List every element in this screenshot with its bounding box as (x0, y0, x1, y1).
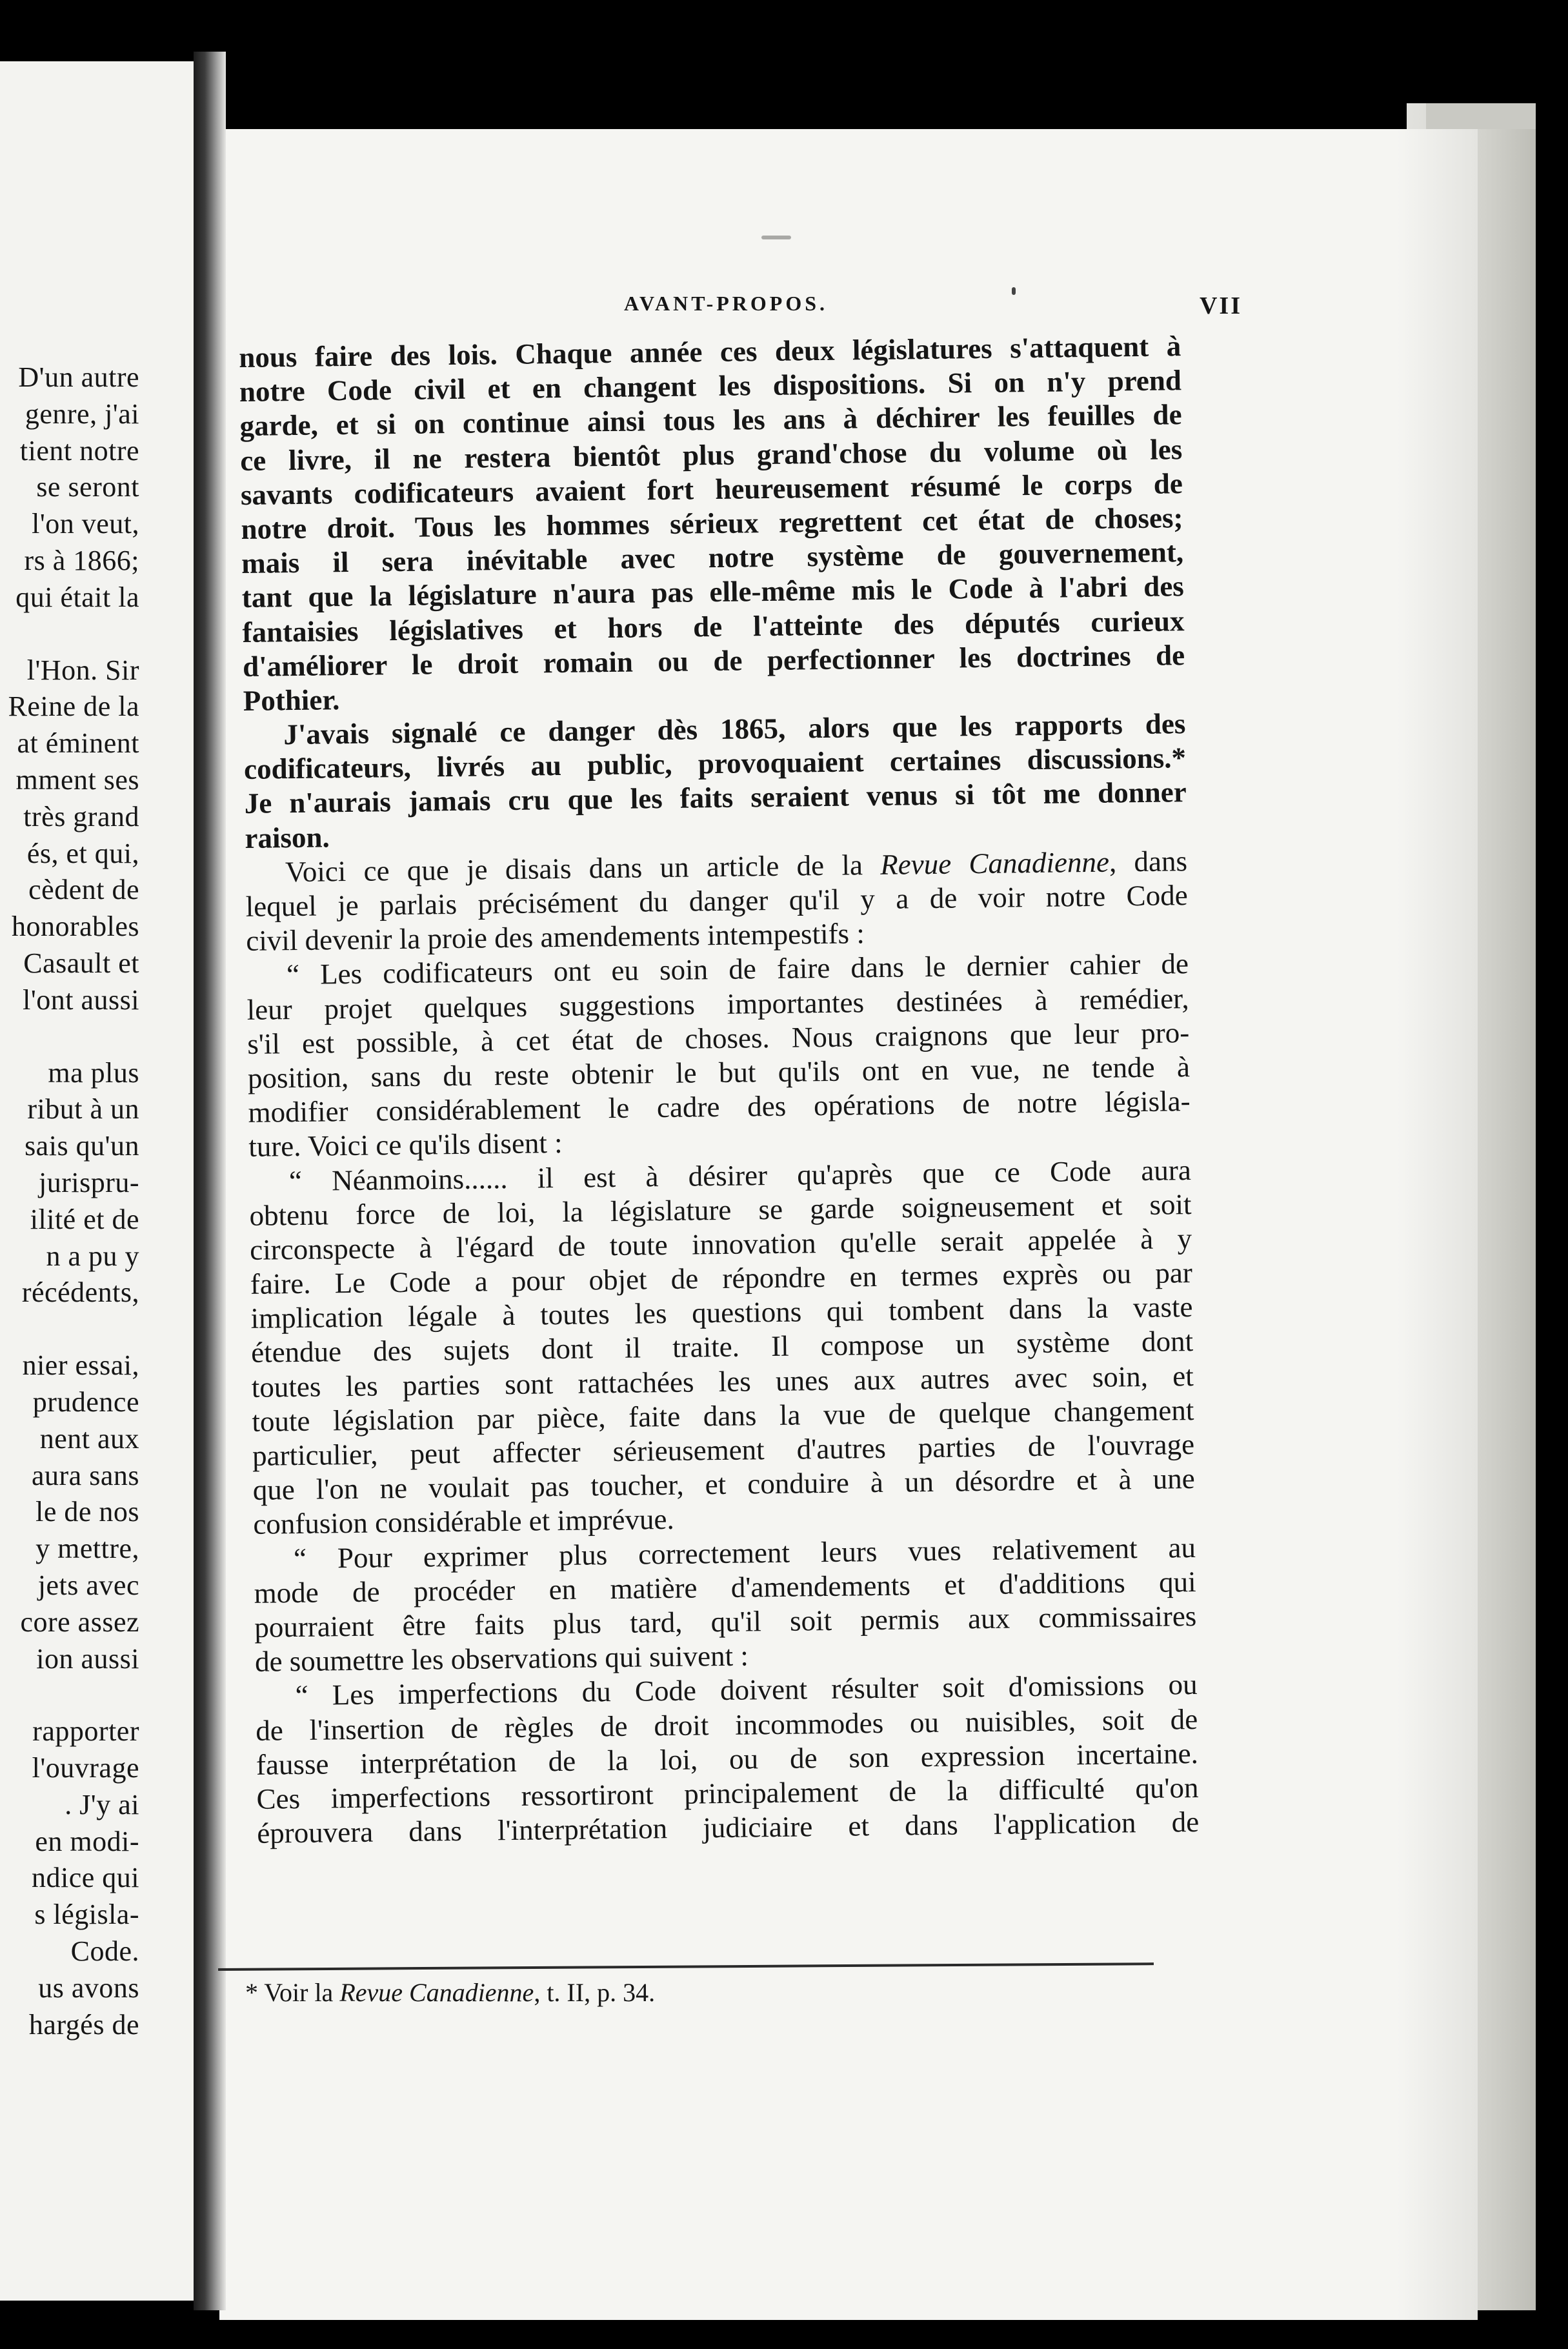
previous-page-line: és, et qui, (26, 837, 139, 869)
text-line: ce livre, il ne restera bientôt plus grand'chose du volume où les (239, 432, 1183, 477)
previous-page-line: Code. (70, 1935, 139, 1968)
text-line: fantaisies législatives et hors de l'atteinte des députés curieux (242, 604, 1185, 649)
text-line: Pothier. (243, 683, 340, 717)
previous-page-line: hargés de (28, 2008, 139, 2041)
previous-page-line: y mettre, (35, 1533, 139, 1565)
text-line: circonspecte à l'égard de toute innovation qu'elle serait appelée à y (249, 1222, 1192, 1266)
text-line: s'il est possible, à cet état de choses. Nous craignons que leur pro- (247, 1016, 1190, 1060)
previous-page-line: aura sans (32, 1459, 139, 1491)
previous-page-line: D'un autre (18, 361, 139, 393)
previous-page-line: jets avec (37, 1569, 139, 1601)
paragraph-gap (8, 1677, 139, 1713)
footnote (245, 1977, 655, 2008)
previous-page-line: en modi- (35, 1825, 139, 1857)
text-line: implication légale à toutes les questions qui tombent dans la vaste (250, 1291, 1193, 1335)
text-line: raison. (245, 820, 330, 854)
previous-page-line: qui était la (15, 581, 139, 613)
italic-title: Revue Canadienne (879, 845, 1110, 881)
previous-page-line: n a pu y (46, 1240, 139, 1272)
previous-page-line: tient notre (19, 434, 139, 467)
previous-page-line: nier essai, (22, 1349, 139, 1382)
previous-page-line: us avons (38, 1971, 139, 2004)
text-line: modifier considérablement le cadre des opérations de notre législa- (248, 1085, 1191, 1129)
previous-page-line: l'on veut, (32, 508, 139, 540)
running-head: AVANT-PROPOS. (624, 292, 829, 315)
text-line: tant que la législature n'aura pas elle-même mis le Code à l'abri des (241, 570, 1185, 614)
text-line: “ Pour exprimer plus correctement leurs vues relativement au (293, 1531, 1196, 1575)
text-line: mode de procéder en matière d'amendements et d'additions qui (254, 1565, 1196, 1609)
previous-page-line: sais qu'un (25, 1130, 139, 1162)
previous-page-line: Reine de la (8, 691, 139, 723)
previous-page-line: s législa- (34, 1899, 139, 1931)
previous-page-line: rapporter (32, 1715, 139, 1748)
text-line: obtenu force de loi, la législature se garde soigneusement et soit (249, 1187, 1192, 1232)
text-line: pourraient être faits plus tard, qu'il soit permis aux commissaires (254, 1599, 1197, 1644)
previous-page-fragment (0, 61, 199, 2301)
text-line: éprouvera dans l'interprétation judiciaire et dans l'application de (256, 1806, 1200, 1850)
previous-page-line: l'Hon. Sir (26, 654, 139, 686)
previous-page-line: se seront (36, 471, 139, 503)
previous-page-line: rs à 1866; (24, 544, 139, 576)
paragraph-gap (8, 1311, 139, 1347)
text-line: toute législation par pièce, faite dans la vue de quelque changement (252, 1393, 1194, 1438)
previous-page-line: nent aux (39, 1422, 139, 1455)
text-line: savants codificateurs avaient fort heureusement résumé le corps de (240, 467, 1183, 511)
previous-page-line: at éminent (17, 727, 139, 760)
previous-page-line: le de nos (35, 1496, 139, 1528)
text-line: “ Néanmoins...... il est à désirer qu'après que ce Code aura (288, 1153, 1192, 1197)
previous-page-line: honorables (11, 911, 139, 943)
text-line: fausse interprétation de la loi, ou de son expression incertaine. (256, 1737, 1199, 1781)
text-segment: Voici ce que je disais dans un article de la (285, 849, 863, 888)
previous-page-line: mment ses (15, 763, 139, 796)
previous-page-line: ion aussi (36, 1642, 139, 1675)
text-line: d'améliorer le droit romain ou de perfectionner les doctrines de (242, 638, 1185, 683)
text-line: J'avais signalé ce danger dès 1865, alors que les rapports des (283, 707, 1186, 751)
page-header (442, 292, 1242, 330)
text-line: notre Code civil et en changent les dispositions. Si on n'y prend (239, 364, 1182, 408)
text-line: confusion considérable et imprévue. (253, 1503, 674, 1541)
text-line: ture. Voici ce qu'ils disent : (248, 1127, 563, 1164)
text-line: toutes les parties sont rattachées les unes aux autres avec soin, et (251, 1359, 1194, 1404)
previous-page-line: cèdent de (28, 874, 139, 906)
text-line: faire. Le Code a pour objet de répondre en termes exprès ou par (250, 1256, 1193, 1300)
text-line: civil devenir la proie des amendements intempestifs : (246, 917, 865, 958)
previous-page-line: . J'y ai (65, 1788, 139, 1820)
body-text (239, 329, 1199, 1851)
page-number: VII (1199, 292, 1242, 319)
text-line: position, sans du reste obtenir le but qu'ils ont en vue, ne tende à (247, 1051, 1191, 1094)
page-edge-tab (1426, 103, 1536, 129)
text-line: de l'insertion de règles de droit incommodes ou nuisibles, soit de (256, 1702, 1198, 1747)
previous-page-line: ma plus (48, 1056, 139, 1089)
text-line: nous faire des lois. Chaque année ces deux législatures s'attaquent à (239, 330, 1181, 374)
text-line: que l'on ne voulait pas toucher, et conduire à un désordre et à une (252, 1462, 1195, 1507)
scan-smudge (761, 236, 791, 239)
previous-page-line: Casault et (23, 947, 139, 979)
previous-page-line: ribut à un (27, 1093, 139, 1125)
previous-page-line: récédents, (21, 1276, 139, 1309)
previous-page-line: prudence (32, 1386, 139, 1418)
previous-page-line: très grand (23, 800, 139, 832)
previous-page-text (8, 359, 139, 2043)
footnote-suffix: , t. II, p. 34. (534, 1978, 656, 2007)
text-segment: , dans (1109, 844, 1188, 878)
text-line: garde, et si on continue ainsi tous les ans à déchirer les feuilles de (239, 398, 1182, 443)
text-line: “ Les imperfections du Code doivent résulter soit d'omissions ou (295, 1668, 1198, 1712)
text-line: codificateurs, livrés au public, provoquaient certaines discussions.* (243, 741, 1187, 786)
previous-page-line: l'ouvrage (32, 1752, 139, 1784)
previous-page-line: core assez (20, 1606, 139, 1638)
book-gutter (194, 52, 226, 2310)
paragraph-gap (8, 1019, 139, 1055)
previous-page-line: ndice qui (31, 1862, 139, 1894)
footnote-prefix: * Voir la (245, 1978, 334, 2007)
text-line: mais il sera inévitable avec notre système de gouvernement, (241, 536, 1184, 580)
text-line: Je n'aurais jamais cru que les faits seraient venus si tôt me donner (244, 776, 1187, 820)
text-line: lequel je parlais précisément du danger qu'il y a de voir notre Code (245, 879, 1188, 923)
text-line: particulier, peut affecter sérieusement d'autres parties de l'ouvrage (252, 1428, 1195, 1472)
previous-page-line: genre, j'ai (25, 398, 139, 430)
text-line: notre droit. Tous les hommes sérieux regrettent cet état de choses; (241, 501, 1183, 545)
previous-page-line: l'ont aussi (23, 983, 139, 1016)
text-line: étendue des sujets dont il traite. Il compose un système dont (250, 1325, 1194, 1369)
paragraph-gap (8, 616, 139, 652)
previous-page-line: jurispru- (38, 1166, 139, 1198)
text-line: leur projet quelques suggestions importantes destinées à remédier, (246, 982, 1189, 1026)
previous-page-line: ilité et de (30, 1203, 139, 1235)
text-line: Ces imperfections ressortiront principalement de la difficulté qu'on (256, 1771, 1199, 1815)
text-line: “ Les codificateurs ont eu soin de faire dans le dernier cahier de (286, 947, 1189, 991)
footnote-italic-title: Revue Canadienne (339, 1978, 534, 2007)
text-line: de soumettre les observations qui suivent : (254, 1639, 749, 1678)
